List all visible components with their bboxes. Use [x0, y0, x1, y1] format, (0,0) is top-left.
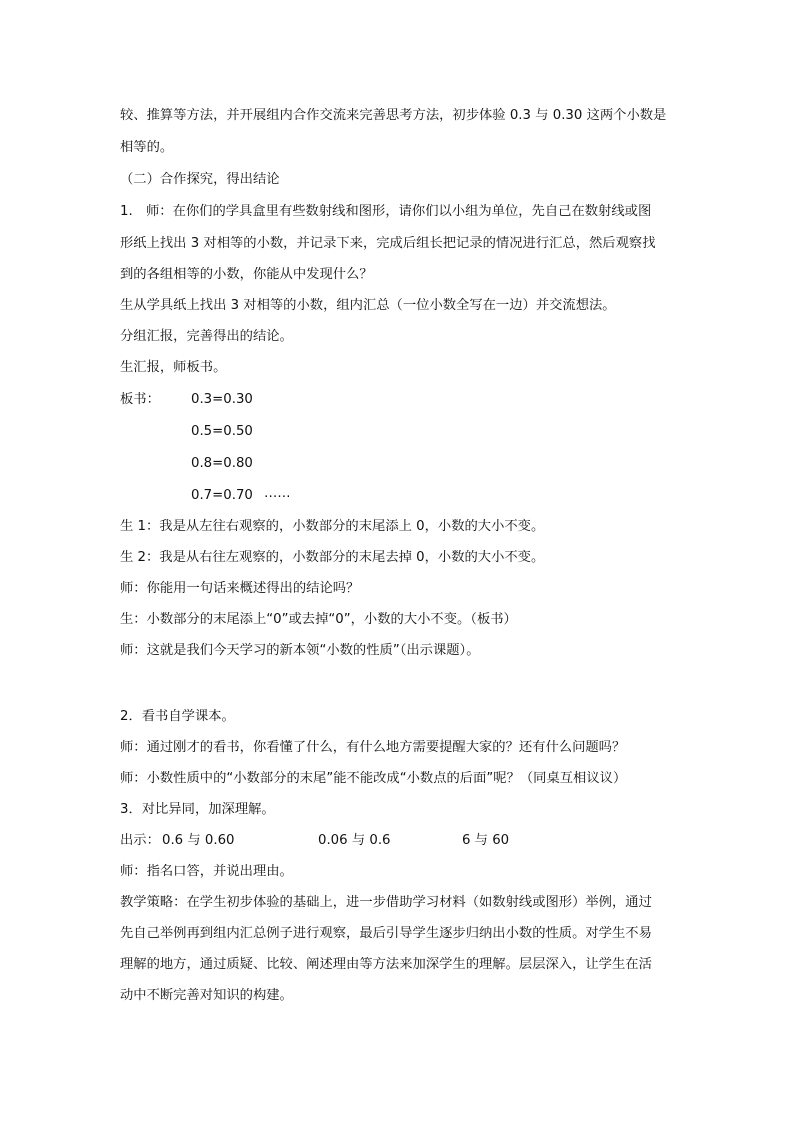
paragraph-line: 1. 师：在你们的学具盒里有些数射线和图形，请你们以小组为单位，先自己在数射线或图	[120, 204, 652, 219]
paragraph-line: 生 2：我是从右往左观察的，小数部分的末尾去掉 0，小数的大小不变。	[120, 550, 545, 565]
paragraph-line: 到的各组相等的小数，你能从中发现什么？	[120, 267, 373, 282]
section-heading: 3．对比异同，加深理解。	[120, 802, 275, 817]
paragraph-line: 师：指名口答，并说出理由。	[120, 864, 293, 879]
compare-label: 出示：	[120, 833, 160, 848]
paragraph-line: 生汇报，师板书。	[120, 360, 227, 375]
paragraph-line: 分组汇报，完善得出的结论。	[120, 329, 293, 344]
paragraph-line: 形纸上找出 3 对相等的小数，并记录下来，完成后组长把记录的情况进行汇总，然后观察找	[120, 236, 656, 251]
section-heading: 2．看书自学课本。	[120, 709, 235, 724]
board-label: 板书：	[120, 392, 160, 407]
paragraph-line: 教学策略：在学生初步体验的基础上，进一步借助学习材料（如数射线或图形）举例，通过	[120, 895, 652, 910]
board-equation: 0.7=0.70	[191, 488, 253, 503]
board-ellipsis: ……	[264, 486, 291, 501]
section-heading: （二）合作探究，得出结论	[120, 172, 280, 187]
paragraph-line: 师：小数性质中的“小数部分的末尾”能不能改成“小数点的后面”呢？（同桌互相议议）	[120, 771, 627, 786]
board-equation: 0.8=0.80	[191, 456, 253, 471]
paragraph-line: 相等的。	[120, 140, 174, 155]
paragraph-line: 较、推算等方法，并开展组内合作交流来完善思考方法，初步体验 0.3 与 0.30 这两个小数是	[120, 108, 667, 123]
paragraph-line: 理解的地方，通过质疑、比较、阐述理由等方法来加深学生的理解。层层深入，让学生在活	[120, 957, 652, 972]
compare-item: 0.06 与 0.6	[318, 833, 391, 848]
paragraph-line: 生 1：我是从左往右观察的，小数部分的末尾添上 0，小数的大小不变。	[120, 519, 545, 534]
compare-item: 0.6 与 0.60	[162, 833, 235, 848]
paragraph-line: 先自己举例再到组内汇总例子进行观察，最后引导学生逐步归纳出小数的性质。对学生不易	[120, 926, 652, 941]
compare-item: 6 与 60	[462, 833, 510, 848]
board-equation: 0.5=0.50	[191, 424, 253, 439]
paragraph-line: 生：小数部分的末尾添上“0”或去掉“0”，小数的大小不变。（板书）	[120, 612, 517, 627]
paragraph-line: 师：你能用一句话来概述得出的结论吗？	[120, 581, 360, 596]
paragraph-line: 师：这就是我们今天学习的新本领“小数的性质”（出示课题）。	[120, 643, 480, 658]
paragraph-line: 动中不断完善对知识的构建。	[120, 988, 293, 1003]
board-equation: 0.3=0.30	[191, 392, 253, 407]
paragraph-line: 师：通过刚才的看书，你看懂了什么，有什么地方需要提醒大家的？还有什么问题吗？	[120, 740, 626, 755]
paragraph-line: 生从学具纸上找出 3 对相等的小数，组内汇总（一位小数全写在一边）并交流想法。	[120, 298, 616, 313]
